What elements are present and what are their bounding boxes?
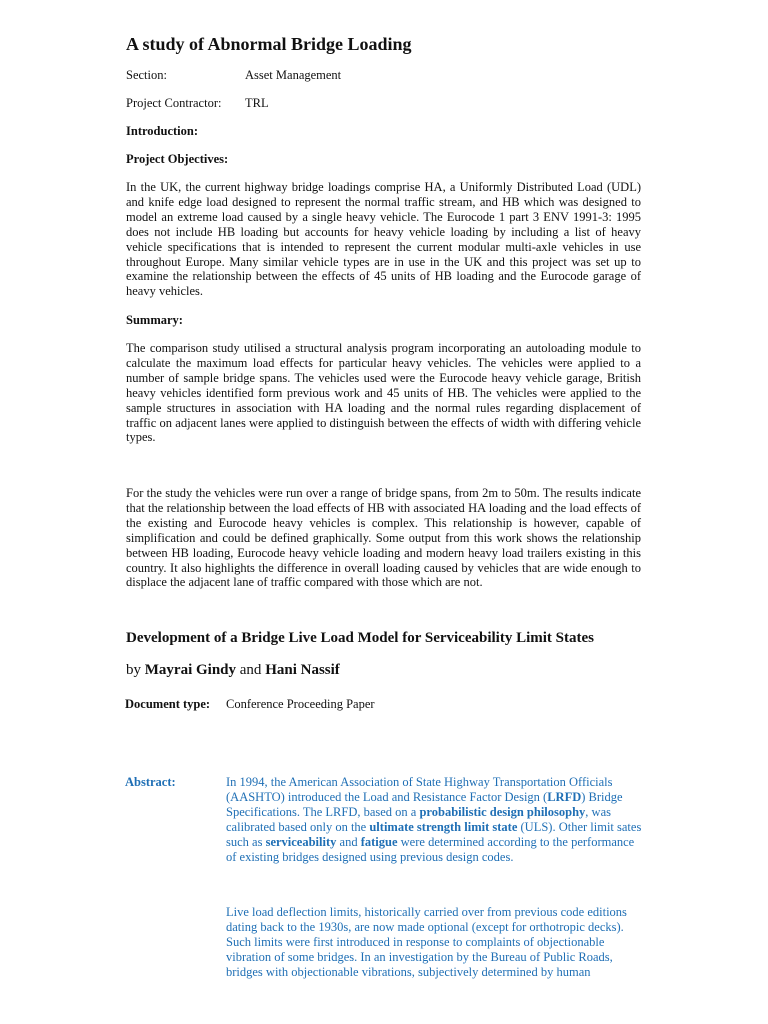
section-value: Asset Management: [245, 68, 342, 82]
abstract-keyword: fatigue: [360, 834, 398, 849]
abstract-text: , was calibrated based only on the: [226, 804, 611, 834]
document-type-value: Conference Proceeding Paper: [226, 697, 375, 711]
byline-and: and: [239, 662, 262, 678]
byline-by: by: [126, 662, 141, 678]
abstract-keyword: LRFD: [547, 789, 582, 804]
objectives-paragraph: In the UK, the current highway bridge loadings comprise HA, a Uniformly Distributed Load (UDL) and knife edge load designed to represent the normal traffic stream, and HB which was designed to model an extreme load caused by a single heavy vehicle. The Eurocode 1 part 3 ENV 1991-3: 1995 does not include HB loading but accounts for heavy vehicle loading by including a list of heavy vehicle specifications that is intended to represent the current modular multi-axle vehicles in use throughout Europe. Many similar vehicle types are in use in the UK and this project was set up to examine the relationship between the effects of 45 units of HB loading and the Eurocode garage of heavy vehicles.: [126, 180, 641, 299]
byline: [126, 662, 340, 679]
contractor-value: TRL: [245, 96, 269, 110]
author-name: Hani Nassif: [265, 662, 340, 678]
objectives-heading: Project Objectives:: [126, 152, 229, 166]
abstract-text: and: [336, 834, 361, 849]
summary-paragraph-1: The comparison study utilised a structural analysis program incorporating an autoloading module to calculate the maximum load effects for particular heavy vehicles. The vehicles were applied to a number of sample bridge spans. The vehicles used were the Eurocode heavy vehicle garage, British heavy vehicles identified form previous work and 45 units of HB. The vehicles were applied to the sample structures in association with HA loading and the normal rules regarding displacement of traffic on adjacent lanes were applied to distinguish between the effects of width with differing vehicle types.: [126, 341, 641, 445]
abstract-text: In 1994, the American Association of State Highway Transportation Officials (AASHTO) introduced the Load and Resistance Factor Design (: [226, 775, 613, 804]
article-title: A study of Abnormal Bridge Loading: [126, 34, 412, 54]
section-label: Section:: [126, 68, 167, 82]
abstract-keyword: serviceability: [265, 834, 337, 849]
abstract-text: (ULS). Other limit sates such as: [226, 819, 642, 849]
abstract-keyword: ultimate strength limit state: [369, 819, 518, 834]
abstract-text: ) Bridge Specifications. The LRFD, based on a: [226, 789, 623, 819]
author-name: Mayrai Gindy: [144, 662, 237, 678]
abstract-paragraph-1: [226, 775, 646, 864]
abstract-label: Abstract:: [125, 775, 176, 789]
abstract-keyword: probabilistic design philosophy: [419, 804, 586, 819]
summary-heading: Summary:: [126, 313, 183, 327]
abstract-text: were determined according to the performance of existing bridges designed using previous design codes.: [226, 834, 635, 864]
introduction-heading: Introduction:: [126, 124, 199, 138]
contractor-label: Project Contractor:: [126, 96, 222, 110]
abstract-paragraph-2: Live load deflection limits, historically carried over from previous code editions dating back to the 1930s, are now made optional (except for orthotropic decks). Such limits were first introduced in response to complaints of objectionable vibration of some bridges. In an investigation by the Bureau of Public Roads, bridges with objectionable vibrations, subjectively determined by human: [226, 905, 627, 979]
paper-title: Development of a Bridge Live Load Model for Serviceability Limit States: [126, 630, 594, 646]
document-type-label: Document type:: [125, 697, 211, 711]
summary-paragraph-2: For the study the vehicles were run over a range of bridge spans, from 2m to 50m. The results indicate that the relationship between the load effects of HB with associated HA loading and the load effects of the existing and Eurocode heavy vehicles is complex. This relationship is however, capable of simplification and could be defined graphically. Some output from this work shows the relationship between HB loading, Eurocode heavy vehicle loading and modern heavy load trailers existing in this country. It also highlights the difference in overall loading caused by vehicles that are wide enough to displace the adjacent lane of traffic compared with those which are not.: [126, 486, 641, 590]
